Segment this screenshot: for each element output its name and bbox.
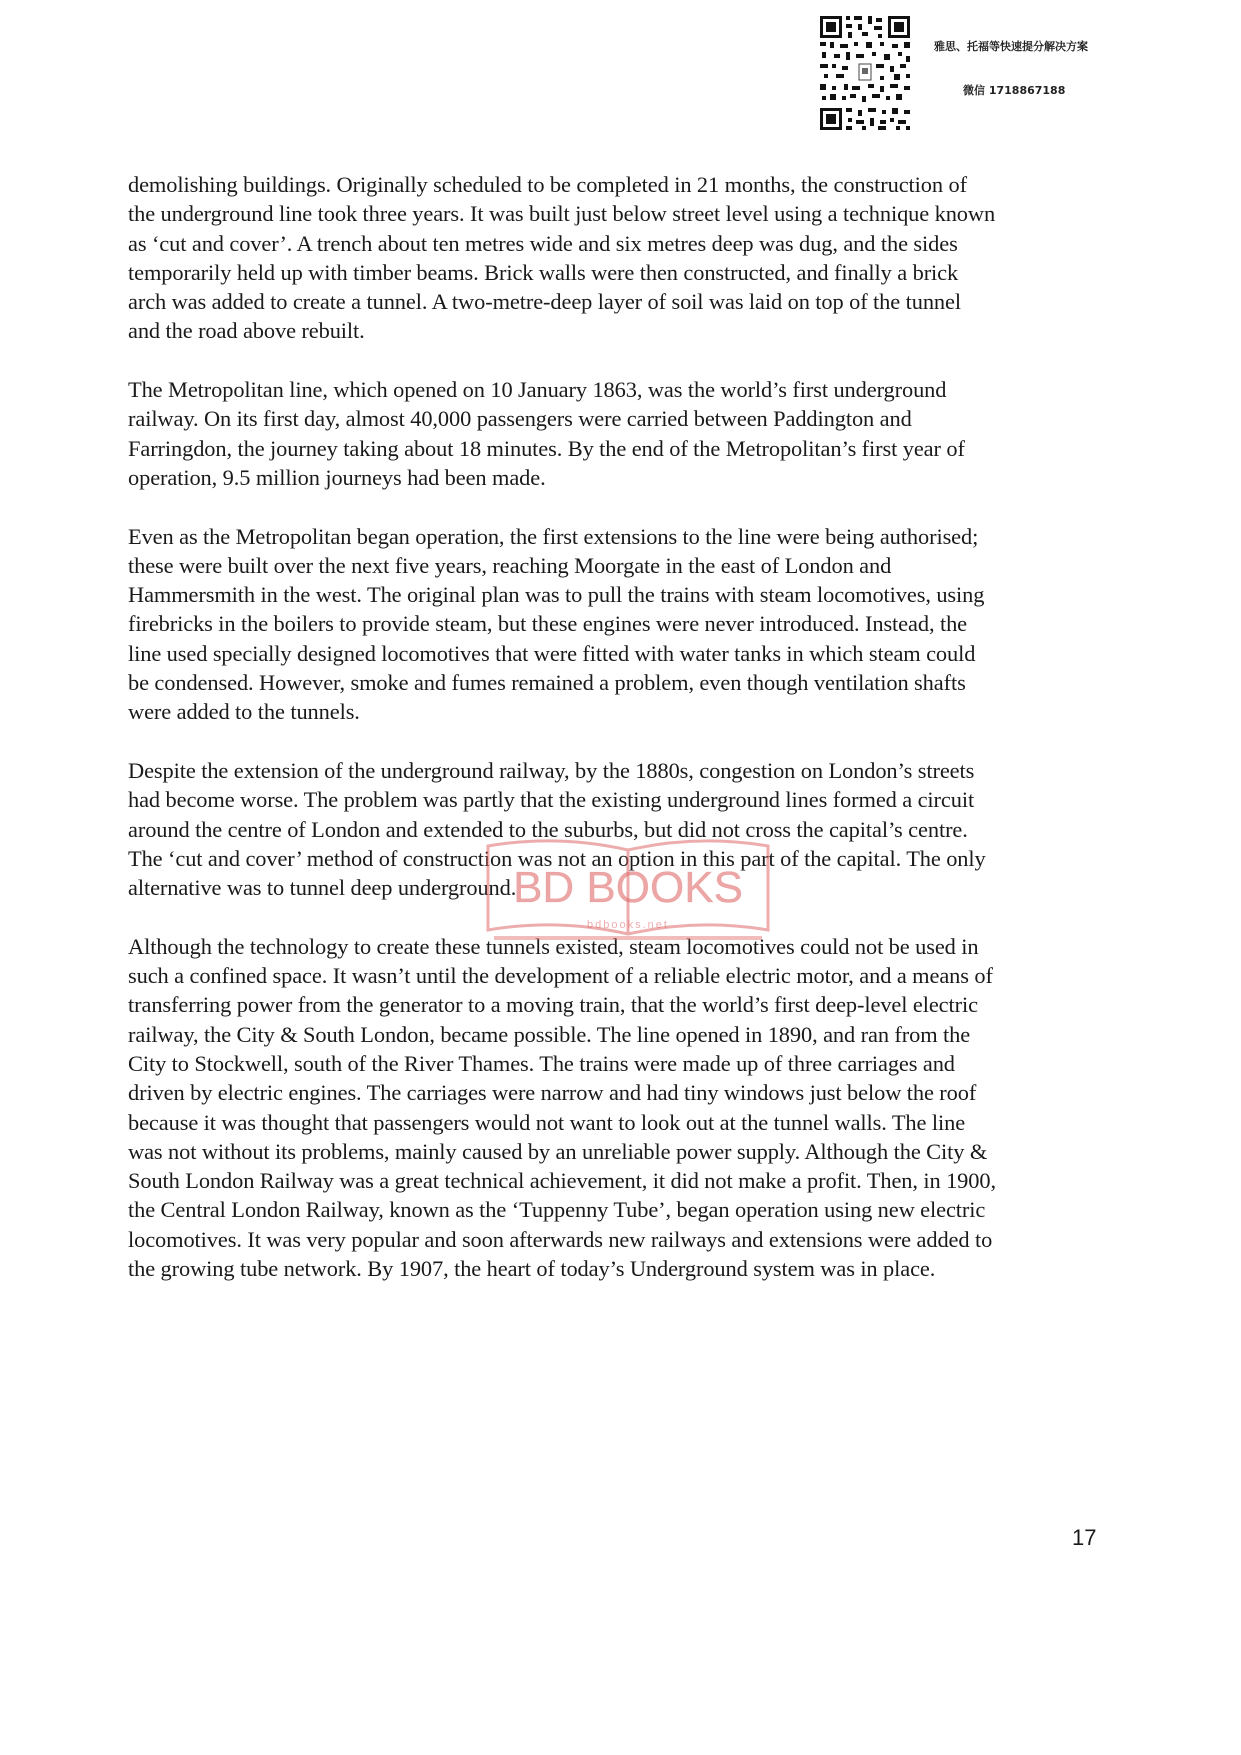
header-promo-text: 雅思、托福等快速提分解决方案 [934,40,1088,53]
text-line: the growing tube network. By 1907, the heart of today’s Underground system was in place. [128,1255,936,1281]
text-line: railway, the City & South London, became possible. The line opened in 1890, and ran from the [128,1021,971,1047]
text-line: arch was added to create a tunnel. A two-metre-deep layer of soil was laid on top of the tunnel [128,289,961,315]
text-line: Even as the Metropolitan began operation, the first extensions to the line were being authorised; [128,523,979,549]
text-line: The Metropolitan line, which opened on 10 January 1863, was the world’s first underground [128,377,947,403]
qr-code-icon [818,14,912,132]
text-line: the underground line took three years. It was built just below street level using a technique known [128,201,996,227]
svg-text:BD BOOKS: BD BOOKS [513,863,743,912]
paragraph [128,756,1098,902]
text-line: alternative was to tunnel deep underground. [128,875,517,901]
page-number: 17 [1072,1525,1097,1550]
text-line: the Central London Railway, known as the ‘Tuppenny Tube’, began operation using new electric [128,1197,986,1223]
text-line: operation, 9.5 million journeys had been made. [128,464,546,490]
text-line: Although the technology to create these tunnels existed, steam locomotives could not be used in [128,933,979,959]
text-line: driven by electric engines. The carriages were narrow and had tiny windows just below the roof [128,1080,977,1106]
text-line: as ‘cut and cover’. A trench about ten metres wide and six metres deep was dug, and the sides [128,230,958,256]
text-line: line used specially designed locomotives that were fitted with water tanks in which steam could [128,640,976,666]
text-line: Despite the extension of the underground railway, by the 1880s, congestion on London’s streets [128,757,975,783]
text-line: be condensed. However, smoke and fumes remained a problem, even though ventilation shafts [128,670,966,696]
text-line: transferring power from the generator to a moving train, that the world’s first deep-level electric [128,992,978,1018]
text-line: was not without its problems, mainly caused by an unreliable power supply. Although the City & [128,1138,988,1164]
svg-text:bdbooks.net: bdbooks.net [587,919,669,931]
text-line: railway. On its first day, almost 40,000 passengers were carried between Paddington and [128,406,912,432]
article-body [128,170,1098,1313]
text-line: were added to the tunnels. [128,699,360,725]
text-line: such a confined space. It wasn’t until the development of a reliable electric motor, and a means of [128,963,993,989]
paragraph [128,522,1098,727]
text-line: locomotives. It was very popular and soon afterwards new railways and extensions were added to [128,1226,993,1252]
text-line: South London Railway was a great technical achievement, it did not make a profit. Then, in 1900, [128,1168,996,1194]
text-line: firebricks in the boilers to provide steam, but these engines were never introduced. Instead, the [128,611,968,637]
paragraph [128,170,1098,346]
text-line: demolishing buildings. Originally scheduled to be completed in 21 months, the construction of [128,172,967,197]
text-line: The ‘cut and cover’ method of construction was not an option in this part of the capital. The only [128,845,986,871]
text-line: around the centre of London and extended to the suburbs, but did not cross the capital’s centre. [128,816,968,842]
text-line: Hammersmith in the west. The original plan was to pull the trains with steam locomotives, using [128,582,985,608]
text-line: and the road above rebuilt. [128,318,365,344]
text-line: because it was thought that passengers would not want to look out at the tunnel walls. The line [128,1109,966,1135]
text-line: had become worse. The problem was partly that the existing underground lines formed a circuit [128,787,975,813]
text-line: City to Stockwell, south of the River Thames. The trains were made up of three carriages and [128,1050,955,1076]
text-line: temporarily held up with timber beams. Brick walls were then constructed, and finally a brick [128,259,959,285]
header-contact-text: 微信 1718867188 [963,84,1066,97]
text-line: these were built over the next five years, reaching Moorgate in the east of London and [128,552,892,578]
paragraph [128,932,1098,1284]
text-line: Farringdon, the journey taking about 18 minutes. By the end of the Metropolitan’s first year of [128,435,965,461]
paragraph [128,375,1098,492]
